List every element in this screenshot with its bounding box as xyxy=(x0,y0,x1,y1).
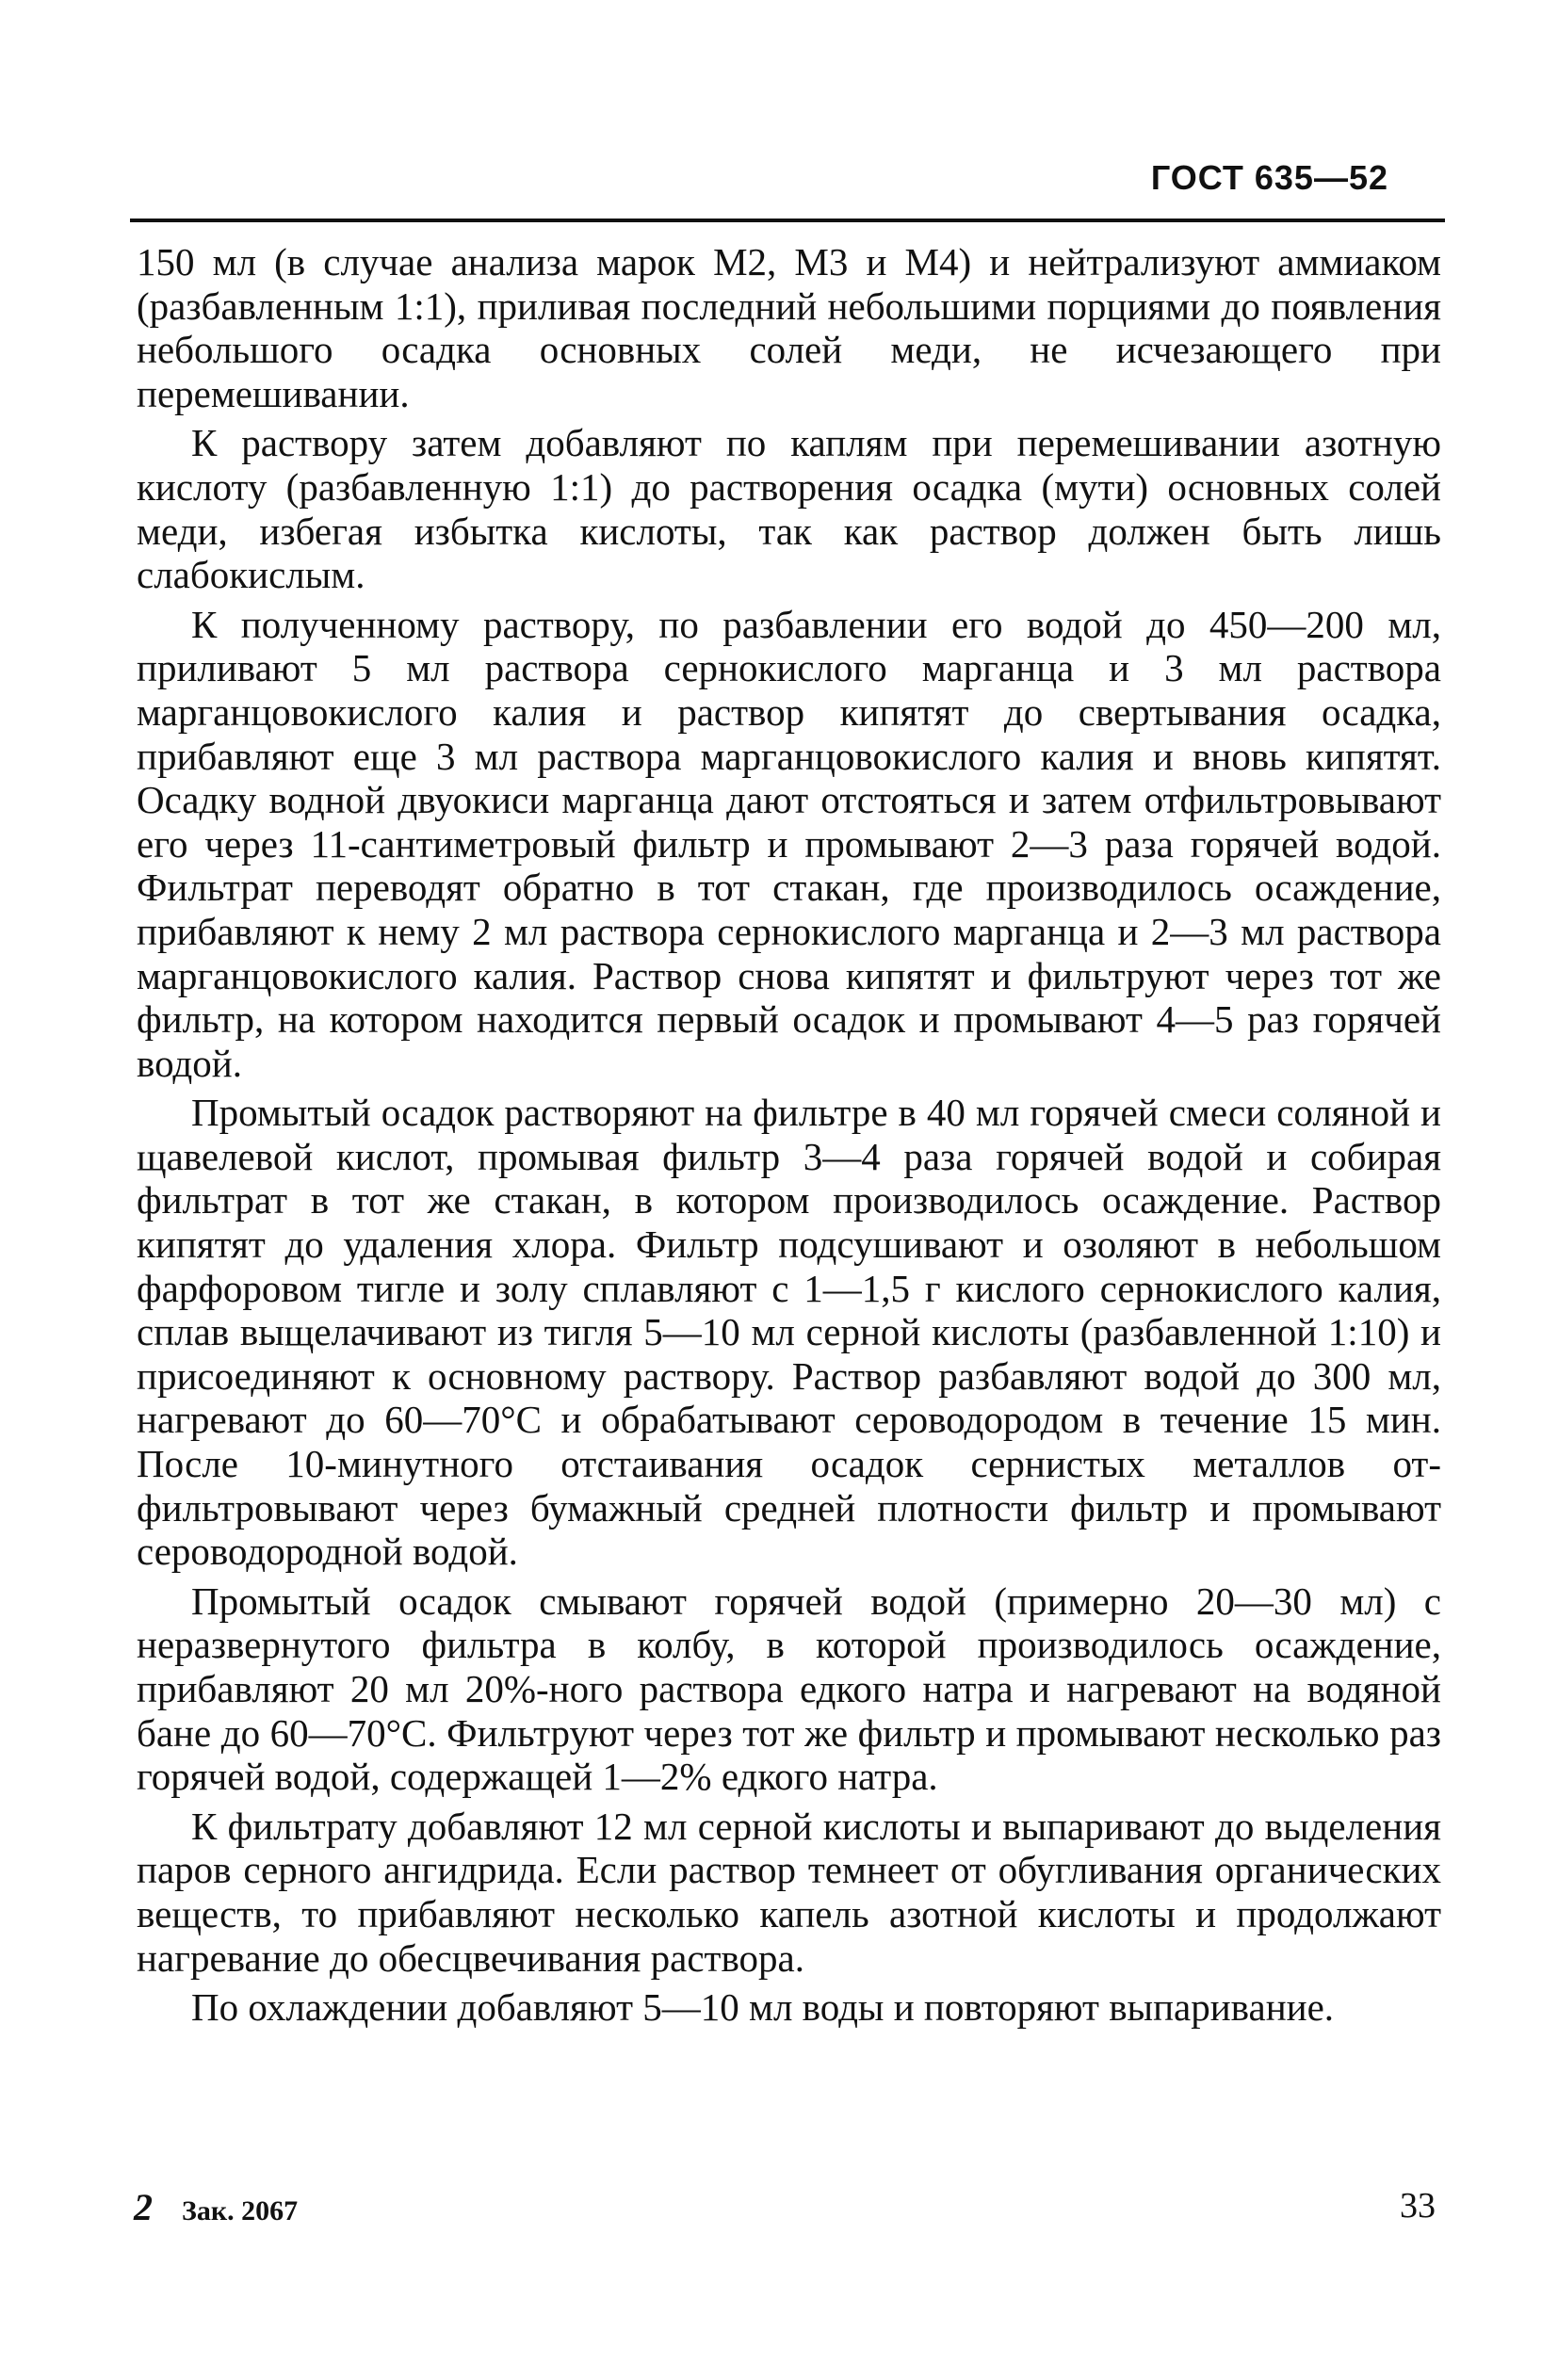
signature-number: 2 xyxy=(134,2186,153,2228)
page-number: 33 xyxy=(1400,2186,1436,2226)
paragraph-4: Промытый осадок растворяют на фильтре в 40 мл горячей смеси соляной и щавелевой кислот, промывая фильтр 3—4 раза горячей водой и собирая фильтрат в тот же стакан, в котором производилось осаждение. Раствор кипятят до удаления хлора. Фильтр подсушивают и озоляют в небольшом фарфоровом тигле и золу сплавляют с 1—1,5 г кислого сернокислого калия, сплав выщелачивают из тигля 5—10 мл серной кислоты (разбавленной 1:10) и присоединяют к основному раствору. Раствор разбавляют водой до 300 мл, нагревают до 60—70°С и обрабатывают сероводородом в течение 15 мин. После 10-минутного отстаивания осадок сернистых металлов отфильтровывают через бумажный средней плотности фильтр и промывают сероводородной водой. xyxy=(137,1091,1441,1574)
paragraph-7: По охлаждении добавляют 5—10 мл воды и повторяют выпаривание. xyxy=(191,1985,1335,2030)
footer-imprint xyxy=(134,2185,298,2229)
paragraph-1: 150 мл (в случае анализа марок М2, М3 и М4) и нейтрализуют аммиаком (разбавленным 1:1), приливая последний небольшими порциями до появления небольшого осадка основных солей меди, не исчезающего при перемешивании. xyxy=(137,240,1441,415)
order-number: Зак. 2067 xyxy=(182,2195,299,2226)
paragraph-6: К фильтрату добавляют 12 мл серной кислоты и выпаривают до выделения паров серного ангидрида. Если раствор темнеет от обугливания органических веществ, то прибавляют несколько капель азотной кислоты и продолжают нагревание до обесцвечивания раствора. xyxy=(137,1804,1441,1980)
page-header-standard: ГОСТ 635—52 xyxy=(1150,158,1388,197)
header-rule xyxy=(130,219,1445,222)
paragraph-5: Промытый осадок смывают горячей водой (примерно 20—30 мл) с неразвернутого фильтра в колбу, в которой производилось осаждение, прибавляют 20 мл 20%-ного раствора едкого натра и нагревают на водяной бане до 60—70°С. Фильтруют через тот же фильтр и промывают несколько раз горячей водой, содержащей 1—2% едкого натра. xyxy=(137,1579,1441,1799)
body-text xyxy=(137,240,1441,2035)
paragraph-3: К полученному раствору, по разбавлении его водой до 450—200 мл, приливают 5 мл раствора сернокислого марганца и 3 мл раствора марганцовокислого калия и раствор кипятят до свертывания осадка, прибавляют еще 3 мл раствора марганцовокислого калия и вновь кипятят. Осадку водной двуокиси марганца дают отстояться и затем отфильтровывают его через 11-сантиметровый фильтр и промывают 2—3 раза горячей водой. Фильтрат переводят обратно в тот стакан, где производилось осаждение, прибавляют к нему 2 мл раствора сернокислого марганца и 2—3 мл раствора марганцовокислого калия. Раствор снова кипятят и фильтруют через тот же фильтр, на котором находится первый осадок и промывают 4—5 раз горячей водой. xyxy=(137,602,1441,1085)
paragraph-2: К раствору затем добавляют по каплям при перемешивании азотную кислоту (разбавленную 1:1) до растворения осадка (мути) основных солей меди, избегая избытка кислоты, так как раствор должен быть лишь слабокислым. xyxy=(137,421,1441,597)
